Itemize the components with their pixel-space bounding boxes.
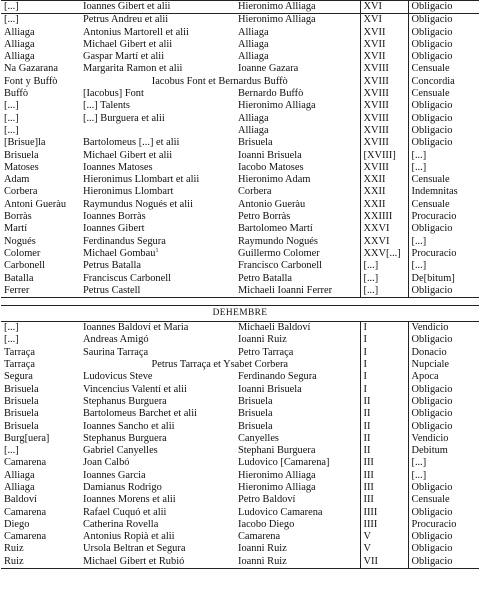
- cell-day: II: [360, 408, 408, 420]
- cell-label: [...]: [4, 322, 19, 334]
- cell-recipient: Brisuela: [238, 408, 273, 420]
- cell-party: Ioannes Gibert: [83, 223, 145, 235]
- cell-label: Ruiz: [1, 556, 80, 569]
- table-row: [1, 211, 479, 223]
- cell-day: V: [360, 543, 408, 555]
- cell-day: XVII: [360, 39, 408, 51]
- cell-label: [...]: [4, 1, 19, 12]
- cell-day: III: [360, 482, 408, 494]
- cell-label: Alliaga: [4, 481, 35, 493]
- cell-party: Petrus Castell: [83, 284, 141, 296]
- cell-day: XVI: [360, 1, 408, 14]
- cell-recipient: Petro Batalla: [238, 272, 292, 284]
- cell-party: Saurina Tarraça: [83, 346, 149, 358]
- cell-party: Joan Calbó: [83, 457, 130, 469]
- cell-act: Obligacio: [408, 531, 479, 543]
- cell-label: Ruiz: [4, 543, 24, 555]
- cell-label: Brisuela: [4, 383, 39, 395]
- cell-day: II: [360, 396, 408, 408]
- cell-party: Hieronimus Llombart et alii: [83, 174, 200, 186]
- cell-day: XVIII: [360, 125, 408, 137]
- cell-party: Michael Gibert et alii: [83, 38, 173, 50]
- cell-party: Ioannes Matoses: [83, 161, 153, 173]
- table-row: [1, 162, 479, 174]
- table-row: [1, 223, 479, 235]
- cell-recipient: Michaeli Ioanni Ferrer: [238, 284, 333, 296]
- cell-party: Catherina Rovella: [83, 518, 159, 530]
- cell-label: Adam: [4, 174, 30, 186]
- cell-day: XVII: [360, 27, 408, 39]
- cell-label: Brisuela: [4, 408, 39, 420]
- cell-act: Obligacio: [408, 113, 479, 125]
- month-heading: DEHEMBRE: [1, 306, 479, 322]
- cell-day: [...]: [360, 260, 408, 272]
- cell-recipient: Bartolomeo Martí: [238, 223, 313, 235]
- table-row: [1, 384, 479, 396]
- cell-party: Andreas Amigó: [83, 334, 149, 346]
- cell-act: Concordia: [408, 76, 479, 88]
- cell-recipient: Brisuela: [238, 395, 273, 407]
- table-row: [1, 248, 479, 260]
- cell-day: V: [360, 531, 408, 543]
- cell-party: Bartolomeus [...] et alii: [83, 137, 180, 149]
- cell-recipient: Alliaga: [238, 51, 269, 63]
- cell-recipient: Iacobo Matoses: [238, 161, 304, 173]
- cell-day: XXIIII: [360, 211, 408, 223]
- cell-day: XVIII: [360, 63, 408, 75]
- table-row: [1, 519, 479, 531]
- cell-recipient: Francisco Carbonell: [238, 260, 322, 272]
- cell-act: Obligacio: [408, 125, 479, 137]
- cell-label: Antoni Gueràu: [4, 198, 67, 210]
- cell-recipient: Ioanni Brisuela: [238, 149, 302, 161]
- cell-recipient: Raymundo Nogués: [238, 235, 318, 247]
- cell-act: Obligacio: [408, 285, 479, 297]
- cell-act: Censuale: [408, 63, 479, 75]
- cell-label: Buffò: [4, 88, 29, 100]
- cell-label: Ferrer: [4, 284, 30, 296]
- cell-recipient: Petro Borràs: [238, 211, 291, 223]
- cell-recipient: Ioanni Ruiz: [235, 556, 360, 569]
- table-row: [1, 199, 479, 211]
- cell-party: Ioannes Morens et alii: [83, 494, 176, 506]
- cell-label: Alliaga: [4, 51, 35, 63]
- cell-recipient: Petro Tarraça: [238, 346, 294, 358]
- cell-act: Obligacio: [408, 396, 479, 408]
- cell-label: Brisuela: [4, 420, 39, 432]
- cell-day: VII: [360, 556, 408, 569]
- cell-act: Obligacio: [408, 334, 479, 346]
- cell-recipient: Ludovico Camarena: [238, 506, 323, 518]
- cell-day: II: [360, 445, 408, 457]
- cell-label: Batalla: [4, 272, 34, 284]
- cell-label: Camarena: [4, 531, 47, 543]
- cell-party: Ludovicus Steve: [83, 371, 153, 383]
- table-row: [1, 482, 479, 494]
- table-row: [1, 113, 479, 125]
- cell-day: I: [360, 384, 408, 396]
- table-row: [1, 494, 479, 506]
- register-table-2: [1, 297, 479, 569]
- cell-act: Obligacio: [408, 507, 479, 519]
- cell-recipient: Camarena: [238, 531, 281, 543]
- cell-party: Gaspar Martí et alii: [83, 51, 165, 63]
- table-row: [1, 408, 479, 420]
- cell-label: [Brisue]la: [4, 137, 46, 149]
- cell-act: [...]: [408, 162, 479, 174]
- table-row: [1, 186, 479, 198]
- cell-party: Stephanus Burguera: [83, 395, 167, 407]
- cell-label: Brisuela: [4, 149, 39, 161]
- cell-act: Censuale: [408, 174, 479, 186]
- cell-label: Matoses: [4, 161, 39, 173]
- cell-day: XVIII: [360, 137, 408, 149]
- table-row: [1, 457, 479, 469]
- cell-act: Procuracio: [408, 211, 479, 223]
- cell-recipient: Guillermo Colomer: [238, 247, 320, 259]
- cell-recipient: Stephani Burguera: [238, 445, 316, 457]
- cell-act: Debitum: [408, 445, 479, 457]
- cell-act: [...]: [408, 457, 479, 469]
- cell-label: Tarraça: [4, 346, 35, 358]
- cell-act: Obligacio: [408, 556, 479, 569]
- cell-act: [...]: [408, 150, 479, 162]
- cell-label: Alliaga: [4, 469, 35, 481]
- cell-label: Segura: [4, 371, 33, 383]
- table-row: [1, 27, 479, 39]
- cell-recipient: Hieronimo Alliaga: [238, 481, 316, 493]
- cell-day: XVIII: [360, 100, 408, 112]
- cell-party: Rafael Cuquó et alii: [83, 506, 167, 518]
- cell-label: [...]: [4, 124, 19, 136]
- cell-recipient: Hieronimo Alliaga: [238, 1, 316, 12]
- table-row: [1, 371, 479, 383]
- cell-recipient: Alliaga: [238, 112, 269, 124]
- table-row: [1, 125, 479, 137]
- cell-day: II: [360, 433, 408, 445]
- cell-label: Nogués: [4, 235, 36, 247]
- cell-label: [...]: [4, 334, 19, 346]
- cell-recipient: Ioanni Ruiz: [238, 543, 287, 555]
- cell-act: Indemnitas: [408, 186, 479, 198]
- cell-label: Borràs: [4, 211, 32, 223]
- cell-party: Antonius Martorell et alii: [83, 26, 189, 38]
- cell-party: Vincencius Valentí et alii: [83, 383, 187, 395]
- cell-recipient: Alliaga: [238, 38, 269, 50]
- cell-day: [XVIII]: [360, 150, 408, 162]
- cell-label: [...]: [4, 445, 19, 457]
- cell-act: [...]: [408, 470, 479, 482]
- cell-label: Baldoví: [4, 494, 37, 506]
- cell-label: Diego: [4, 518, 30, 530]
- cell-day: XVII: [360, 51, 408, 63]
- cell-act: Obligacio: [408, 223, 479, 235]
- cell-day: III: [360, 470, 408, 482]
- cell-act: Obligacio: [408, 421, 479, 433]
- table-row: [1, 347, 479, 359]
- cell-party: Bartolomeus Barchet et alii: [83, 408, 197, 420]
- cell-day: XXII: [360, 174, 408, 186]
- cell-recipient: Ludovico [Camarena]: [238, 457, 330, 469]
- cell-label: Brisuela: [4, 395, 39, 407]
- cell-recipient: Alliaga: [238, 124, 269, 136]
- cell-act: Obligacio: [408, 1, 479, 14]
- cell-party: Margarita Ramon et alii: [83, 63, 183, 75]
- cell-act: Obligacio: [408, 100, 479, 112]
- table-row: [1, 260, 479, 272]
- cell-day: IIII: [360, 507, 408, 519]
- cell-recipient: Alliaga: [238, 26, 269, 38]
- cell-recipient: Hieronimo Alliaga: [238, 469, 316, 481]
- cell-act: Vendicio: [408, 433, 479, 445]
- table-row: [1, 150, 479, 162]
- table-row: [1, 470, 479, 482]
- document-page: [1, 0, 479, 600]
- cell-label: Camarena: [4, 457, 47, 469]
- table-row: [1, 396, 479, 408]
- cell-party: [Iacobus] Font: [83, 88, 144, 100]
- cell-label: [...]: [4, 112, 19, 124]
- table-row: [1, 507, 479, 519]
- cell-party: Ioannes Borràs: [83, 211, 146, 223]
- cell-act: Obligacio: [408, 14, 479, 27]
- cell-act: Procuracio: [408, 519, 479, 531]
- cell-day: XXVI: [360, 223, 408, 235]
- cell-act: Nupciale: [408, 359, 479, 371]
- cell-party: Ioannes Garcia: [83, 469, 146, 481]
- table-row: [1, 236, 479, 248]
- cell-party: Petrus Tarraça et Ysabet Corbera: [151, 359, 289, 371]
- cell-recipient: Ioanni Ruiz: [238, 334, 287, 346]
- table-row: [1, 445, 479, 457]
- cell-party: Michael Gibert et alii: [83, 149, 173, 161]
- cell-act: Obligacio: [408, 408, 479, 420]
- cell-recipient: Hieronimo Adam: [238, 174, 311, 186]
- cell-day: III: [360, 494, 408, 506]
- cell-recipient: Antonio Gueràu: [238, 198, 306, 210]
- cell-day: XVIII: [360, 88, 408, 100]
- cell-recipient: Bernardo Buffò: [238, 88, 304, 100]
- cell-label: Font y Buffò: [4, 75, 58, 87]
- cell-party: Stephanus Burguera: [83, 432, 167, 444]
- cell-recipient: Brisuela: [238, 420, 273, 432]
- cell-day: XXII: [360, 186, 408, 198]
- section-separator: [1, 298, 479, 306]
- table-row: [1, 334, 479, 346]
- cell-day: XVIII: [360, 162, 408, 174]
- cell-act: Censuale: [408, 199, 479, 211]
- table-row: [1, 63, 479, 75]
- cell-day: I: [360, 322, 408, 335]
- cell-label: Martí: [4, 223, 28, 235]
- cell-label: [...]: [4, 100, 19, 112]
- cell-day: XXII: [360, 199, 408, 211]
- cell-label: Alliaga: [4, 38, 35, 50]
- table-row: [1, 76, 479, 88]
- cell-party: [80, 125, 235, 137]
- cell-recipient: Ioanne Gazara: [238, 63, 299, 75]
- cell-recipient: Brisuela: [238, 137, 273, 149]
- table-row: [1, 322, 479, 335]
- cell-party: Raymundus Nogués et alii: [83, 198, 193, 210]
- cell-party: Michael Gombau$^1$: [83, 247, 159, 259]
- cell-act: [...]: [408, 236, 479, 248]
- cell-act: Obligacio: [408, 482, 479, 494]
- cell-party: Ioannes Baldoví et Maria: [83, 322, 189, 334]
- footnote-mark: 1: [155, 247, 159, 254]
- section-heading-row: [1, 306, 479, 322]
- cell-day: I: [360, 371, 408, 383]
- table-row: [1, 359, 479, 371]
- cell-recipient: Iacobo Diego: [238, 518, 295, 530]
- cell-act: Obligacio: [408, 384, 479, 396]
- cell-act: Procuracio: [408, 248, 479, 260]
- cell-act: Donacio: [408, 347, 479, 359]
- cell-label: Burg[uera]: [4, 432, 50, 444]
- cell-party: [...] Talents: [83, 100, 130, 112]
- cell-day: XVIII: [360, 76, 408, 88]
- cell-day: I: [360, 334, 408, 346]
- cell-party: Ferdinandus Segura: [83, 235, 166, 247]
- cell-label: Alliaga: [4, 26, 35, 38]
- cell-day: I: [360, 359, 408, 371]
- cell-act: Obligacio: [408, 543, 479, 555]
- cell-recipient: Canyelles: [238, 432, 279, 444]
- cell-party: Franciscus Carbonell: [83, 272, 172, 284]
- cell-day: IIII: [360, 519, 408, 531]
- cell-day: [...]: [360, 285, 408, 297]
- cell-label: [...]: [4, 14, 19, 26]
- cell-recipient: Hieronimo Alliaga: [238, 100, 316, 112]
- cell-act: Censuale: [408, 88, 479, 100]
- cell-label: Camarena: [4, 506, 47, 518]
- cell-act: Apoca: [408, 371, 479, 383]
- cell-party: Gabriel Canyelles: [83, 445, 158, 457]
- table-row: [1, 174, 479, 186]
- cell-label: Tarraça: [4, 359, 35, 371]
- cell-day: XXV[...]: [360, 248, 408, 260]
- table-row: [1, 543, 479, 555]
- cell-day: XXVI: [360, 236, 408, 248]
- cell-recipient: Hieronimo Alliaga: [238, 14, 316, 26]
- cell-day: I: [360, 347, 408, 359]
- cell-recipient: Petro Baldoví: [238, 494, 296, 506]
- cell-party: [...] Burguera et alii: [83, 112, 165, 124]
- cell-act: Obligacio: [408, 27, 479, 39]
- table-row: [1, 88, 479, 100]
- cell-party: Petrus Andreu et alii: [83, 14, 169, 26]
- cell-party: Michael Gibert et Rubió: [80, 556, 235, 569]
- table-row: [1, 556, 479, 569]
- cell-act: Obligacio: [408, 39, 479, 51]
- table-row: [1, 273, 479, 285]
- table-row: [1, 51, 479, 63]
- cell-label: Corbera: [4, 186, 38, 198]
- cell-recipient: Corbera: [238, 186, 272, 198]
- cell-party: Petrus Batalla: [83, 260, 142, 272]
- cell-day: XVI: [360, 14, 408, 27]
- cell-party: Antonius Ropià et alii: [83, 531, 175, 543]
- cell-recipient: Michaeli Baldoví: [238, 322, 311, 334]
- table-row: [1, 1, 479, 14]
- table-row: [1, 14, 479, 27]
- table-row: [1, 39, 479, 51]
- cell-act: Vendicio: [408, 322, 479, 335]
- cell-party: Ioannes Gibert et alii: [83, 1, 171, 12]
- cell-label: Colomer: [4, 247, 41, 259]
- cell-party: Damianus Rodrigo: [83, 481, 162, 493]
- cell-recipient: Ferdinando Segura: [238, 371, 317, 383]
- cell-act: [...]: [408, 260, 479, 272]
- table-row: [1, 137, 479, 149]
- cell-party: Ioannes Sancho et alii: [83, 420, 175, 432]
- cell-label: Carbonell: [4, 260, 45, 272]
- cell-act: Obligacio: [408, 137, 479, 149]
- cell-act: De[bitum]: [408, 273, 479, 285]
- cell-day: II: [360, 421, 408, 433]
- table-row: [1, 421, 479, 433]
- cell-day: XVIII: [360, 113, 408, 125]
- table-row: [1, 433, 479, 445]
- cell-party: Iacobus Font et Bernardus Buffò: [151, 75, 288, 87]
- cell-label: Na Gazarana: [4, 63, 58, 75]
- cell-day: [...]: [360, 273, 408, 285]
- cell-recipient: Ioanni Brisuela: [238, 383, 302, 395]
- cell-party: Hieronimus Llombart: [83, 186, 174, 198]
- table-row: [1, 100, 479, 112]
- cell-party: Ursola Beltran et Segura: [83, 543, 186, 555]
- cell-day: III: [360, 457, 408, 469]
- table-row: [1, 531, 479, 543]
- register-table-1: [1, 0, 479, 297]
- cell-act: Obligacio: [408, 51, 479, 63]
- cell-act: Censuale: [408, 494, 479, 506]
- table-row: [1, 285, 479, 297]
